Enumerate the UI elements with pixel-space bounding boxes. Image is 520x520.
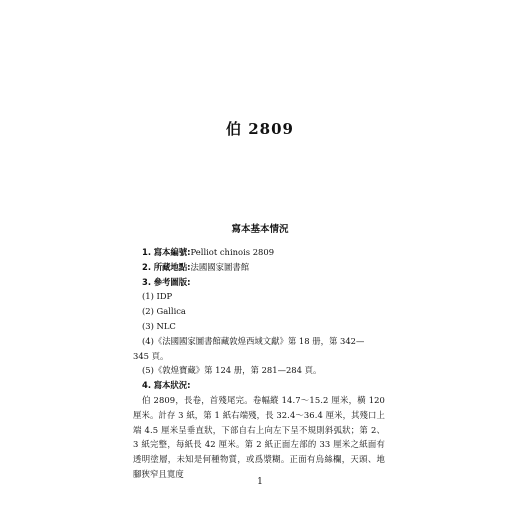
page-title: 伯 2809: [226, 120, 294, 138]
item-location: [133, 260, 385, 275]
item-number: 3.: [142, 276, 152, 287]
subitem-bnf-collection-cont: 345 頁。: [133, 350, 169, 361]
item-label: 所藏地點:: [153, 261, 191, 272]
item-number: 2.: [142, 261, 152, 272]
condition-paragraph: 伯 2809，長卷，首殘尾完。卷幅縱 14.7～15.2 厘米，横 120 厘米。計存 3 紙，第 1 紙右端殘，長 32.4～36.4 厘米，其殘口上端 4.5 厘米呈垂直狀，下部自右上向左下呈不規則斜弧狀；第 2、3 紙完整，每紙長 42 厘米。第 2 紙正面左部的 33 厘米之紙面有透明塗層，未知是何種物質，或爲漿糊。正面有烏絲欄，天頭、地腳狹窄且寬度: [133, 394, 385, 479]
item-number: 1.: [142, 247, 152, 257]
subitem-gallica: (2) Gallica: [142, 306, 186, 317]
subitem-dunhuang-baozang: (5)《敦煌寶藏》第 124 册，第 281—284 頁。: [142, 365, 322, 376]
item-number: 4.: [142, 380, 152, 391]
subitem-bnf-collection: (4)《法國國家圖書館藏敦煌西域文獻》第 18 册，第 342—: [142, 335, 365, 346]
page-number: 1: [257, 477, 263, 487]
subitem-idp: (1) IDP: [142, 291, 173, 302]
item-condition: [133, 378, 385, 393]
item-label: 寫本狀況:: [153, 380, 191, 391]
subitem-nlc: (3) NLC: [142, 320, 176, 331]
section-heading: 寫本基本情況: [231, 224, 289, 235]
item-label: 寫本編號:: [153, 247, 191, 257]
item-value: Pelliot chinois 2809: [190, 247, 275, 257]
item-label: 參考圖版:: [153, 276, 191, 287]
item-value: 法國國家圖書館: [190, 261, 250, 272]
item-manuscript-number: [133, 245, 385, 260]
document-body: [133, 245, 385, 482]
item-reference-plates: [133, 275, 385, 290]
